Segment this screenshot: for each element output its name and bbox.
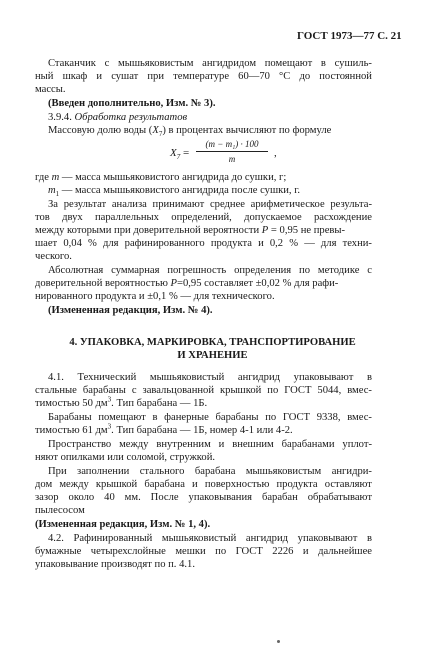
word: барабаны xyxy=(215,412,259,423)
word: погрешность xyxy=(167,265,227,276)
paragraph-line xyxy=(35,211,372,224)
word: и xyxy=(96,71,103,82)
word: тов xyxy=(35,212,50,223)
word: мышьяковистый xyxy=(149,372,225,383)
word: бумажные xyxy=(35,546,82,557)
word: продукта xyxy=(210,238,252,249)
word: заполнении xyxy=(77,466,130,477)
amendment-note: (Измененная редакция, Изм. № 1, 4). xyxy=(35,519,211,530)
word: Стаканчик xyxy=(48,58,96,69)
word: и xyxy=(302,546,309,557)
word: 40 xyxy=(104,492,115,503)
section-title: Обработка результатов xyxy=(74,112,188,123)
paragraph-line: массы. xyxy=(35,84,66,95)
word: по xyxy=(265,412,277,423)
word: суммарная xyxy=(111,265,160,276)
paragraph-line xyxy=(35,545,372,558)
word: дом xyxy=(35,479,53,490)
paragraph-line xyxy=(35,491,372,504)
word: между xyxy=(59,479,89,490)
word: постоянной xyxy=(319,71,372,82)
word: ГОСТ xyxy=(235,546,263,557)
word: по xyxy=(267,385,279,396)
amendment-note: (Введен дополнительно, Изм. № 3). xyxy=(48,98,216,109)
paragraph-line: пылесосом xyxy=(35,505,85,516)
paragraph-line xyxy=(48,124,331,137)
word: с xyxy=(367,265,372,276)
word: среднее xyxy=(209,199,245,210)
amendment-note: (Измененная редакция, Изм. № 4). xyxy=(48,305,213,316)
word: 4.1. xyxy=(48,372,64,383)
word: результат xyxy=(63,199,107,210)
word: ГОСТ xyxy=(282,412,311,423)
word: помещают xyxy=(98,412,146,423)
word: дальнейшее xyxy=(318,546,372,557)
word: по xyxy=(299,265,311,276)
word: барабана xyxy=(144,479,185,490)
subscript: 7 xyxy=(158,130,163,139)
paragraph-line xyxy=(35,237,372,250)
word: 9338, xyxy=(316,412,341,423)
word: °С xyxy=(279,71,291,82)
formula xyxy=(170,138,300,168)
word: упаковывают xyxy=(293,372,354,383)
word: в xyxy=(366,533,372,544)
word: барабаны xyxy=(82,385,126,396)
word: После xyxy=(150,492,179,503)
paragraph-line: тимостью 50 $дм^3$. Тип барабана — 1Б. xyxy=(35,395,208,409)
paragraph-line xyxy=(35,384,372,397)
paragraph-line: доверительной вероятностью P=0,95 составляет ±0,02 % для рафи- xyxy=(35,278,339,289)
word: и xyxy=(258,238,264,249)
paragraph-line xyxy=(48,411,372,424)
word: поверхностью xyxy=(204,479,270,490)
word: в xyxy=(152,412,158,423)
word: Пространство xyxy=(48,439,112,450)
word: внутренним xyxy=(156,439,211,450)
word: результа- xyxy=(330,199,372,210)
word: мышьяковистый xyxy=(161,533,237,544)
word: определения xyxy=(234,265,292,276)
paragraph-line xyxy=(48,465,372,478)
word: ангидрид xyxy=(237,372,281,383)
word: За xyxy=(48,199,59,210)
word: крышкой xyxy=(220,385,262,396)
word: температуре xyxy=(173,71,230,82)
word: 0,2 xyxy=(269,238,284,249)
word: стального xyxy=(139,466,185,477)
word: помещают xyxy=(264,58,313,69)
section-number: 3.9.4. xyxy=(48,112,72,123)
word: % xyxy=(88,238,97,249)
word: по xyxy=(215,546,227,557)
fraction-bar xyxy=(196,151,268,152)
word: ГОСТ xyxy=(284,385,312,396)
word: Абсолютная xyxy=(48,265,104,276)
word: зазор xyxy=(35,492,59,503)
word: ангидрид xyxy=(245,533,289,544)
word: ангидридом xyxy=(202,58,257,69)
word: четырехслойные xyxy=(90,546,166,557)
word: при xyxy=(147,71,165,82)
word: сушиль- xyxy=(334,58,372,69)
paragraph-line xyxy=(48,438,372,451)
word: мешки xyxy=(175,546,206,557)
word: барабан xyxy=(261,492,298,503)
paragraph-line: нированного продукта и ±0,1 % — для технического. xyxy=(35,291,275,302)
formula-numerator: (m − m₁) · 100 xyxy=(205,139,259,149)
word: расхождение xyxy=(314,212,372,223)
word: техни- xyxy=(342,238,372,249)
word: барабанами xyxy=(281,439,335,450)
word: параллельных xyxy=(95,212,159,223)
word: стальные xyxy=(35,385,77,396)
word: Рафинированный xyxy=(73,533,153,544)
word: 2226 xyxy=(272,546,294,557)
paragraph-line xyxy=(48,198,372,211)
paragraph-line: няют опилками или соломой, стружкой. xyxy=(35,452,216,463)
word: — xyxy=(304,238,315,249)
word: шкаф xyxy=(62,71,88,82)
scan-speck xyxy=(277,640,280,643)
paragraph-line: между которыми при доверительной вероятности P = 0,95 не превы- xyxy=(35,225,346,236)
word: между xyxy=(119,439,149,450)
word: 0,04 xyxy=(63,238,82,249)
word: сушат xyxy=(111,71,139,82)
word: арифметическое xyxy=(250,199,325,210)
word: шает xyxy=(35,238,58,249)
section-heading: 4. УПАКОВКА, МАРКИРОВКА, ТРАНСПОРТИРОВАНИЕ xyxy=(69,337,356,348)
word: допускаемое xyxy=(244,212,302,223)
word: ангидри- xyxy=(331,466,372,477)
word: мышьяковистым xyxy=(245,466,322,477)
symbol: X xyxy=(152,125,159,136)
word: внешним xyxy=(232,439,274,450)
paragraph-line xyxy=(48,371,372,384)
word: ный xyxy=(35,71,54,82)
word: завальцованной xyxy=(142,385,215,396)
word: около xyxy=(68,492,95,503)
word: в xyxy=(366,372,372,383)
word: % xyxy=(289,238,299,249)
word: 4.2. xyxy=(48,533,64,544)
word: обрабатывают xyxy=(307,492,372,503)
text-span: Массовую долю воды ( xyxy=(48,125,153,136)
paragraph-line: упаковывание производят по п. 4.1. xyxy=(35,559,195,570)
word: и xyxy=(218,439,225,450)
word: упаковывания xyxy=(188,492,252,503)
formula-denominator: m xyxy=(228,154,236,164)
word: упаковывают xyxy=(297,533,358,544)
word: оставляют xyxy=(324,479,372,490)
section-heading xyxy=(48,111,187,124)
formula-comma: , xyxy=(274,147,277,159)
definition-line: где m — масса мышьяковистого ангидрида до сушки, г; xyxy=(35,172,287,183)
word: вмес- xyxy=(347,412,372,423)
paragraph-line xyxy=(48,532,372,545)
word: фанерные xyxy=(164,412,209,423)
word: барабана xyxy=(194,466,236,477)
word: с xyxy=(131,385,137,396)
word: уплот- xyxy=(342,439,372,450)
paragraph-line xyxy=(48,57,372,70)
word: с xyxy=(104,58,110,69)
word: рафинированного xyxy=(124,238,205,249)
word: для xyxy=(320,238,337,249)
formula-lhs: $X_7$ = xyxy=(170,147,190,162)
word: мм. xyxy=(124,492,141,503)
word: принимают xyxy=(152,199,205,210)
word: определений, xyxy=(171,212,232,223)
word: анализа xyxy=(111,199,147,210)
word: крышкой xyxy=(95,479,138,490)
word: Технический xyxy=(77,372,137,383)
page-header: ГОСТ 1973—77 С. 21 xyxy=(297,30,402,42)
text-span: ) в процентах вычисляют по формуле xyxy=(162,125,332,136)
word: методике xyxy=(317,265,360,276)
definition-line: $m_1$ — масса мышьяковистого ангидрида после сушки, г. xyxy=(48,185,301,199)
word: 5044, xyxy=(317,385,342,396)
section-heading: И ХРАНЕНИЕ xyxy=(177,350,248,361)
word: до xyxy=(299,71,311,82)
word: для xyxy=(102,238,119,249)
word: и xyxy=(192,479,198,490)
paragraph-line: ческого. xyxy=(35,251,72,262)
word: в xyxy=(320,58,326,69)
paragraph-line xyxy=(48,264,372,277)
paragraph-line xyxy=(35,478,372,491)
paragraph-line: тимостью 61 $дм^3$. Тип барабана — 1Б, номер 4-1 или 4-2. xyxy=(35,422,293,436)
paragraph-line xyxy=(35,70,372,83)
word: Барабаны xyxy=(48,412,92,423)
word: 60—70 xyxy=(238,71,270,82)
word: При xyxy=(48,466,67,477)
word: вмес- xyxy=(347,385,372,396)
word: двух xyxy=(62,212,83,223)
word: продукта xyxy=(276,479,318,490)
word: мышьяковистым xyxy=(118,58,194,69)
